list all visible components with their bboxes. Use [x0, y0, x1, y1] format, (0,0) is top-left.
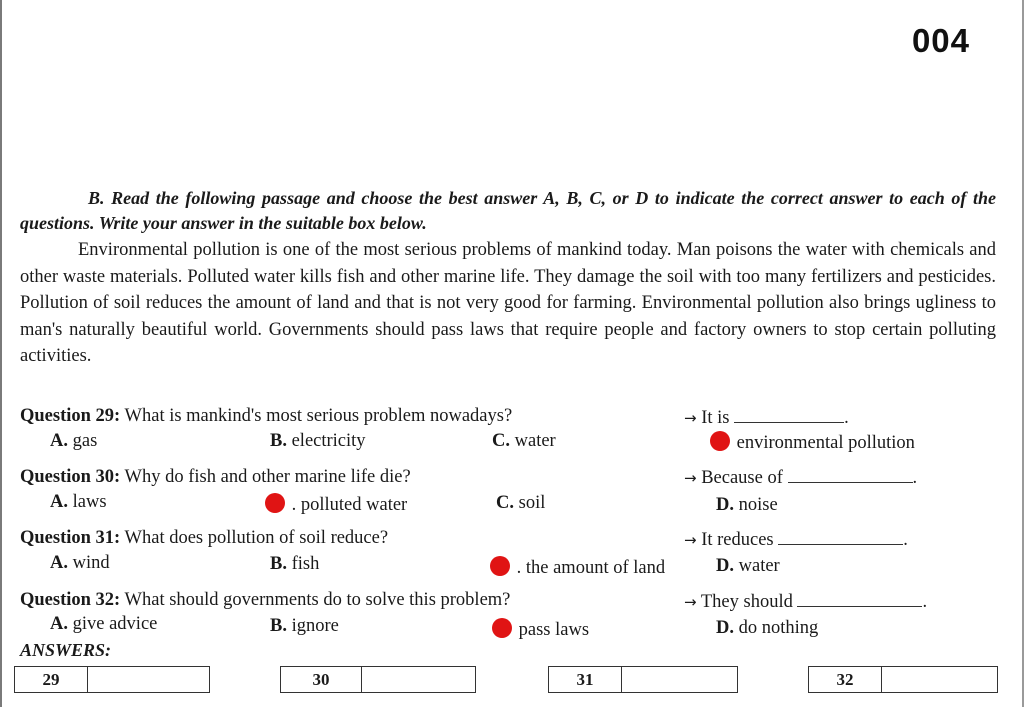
section-instructions: B. Read the following passage and choose the best answer A, B, C, or D to indicate the correct answer to each of the questions. Write your answer in the suitable box below. — [20, 188, 996, 233]
selected-marker-icon — [710, 431, 730, 451]
answer-box-29[interactable] — [14, 666, 210, 693]
answer-blank — [778, 543, 903, 545]
prompt-end: . — [922, 592, 928, 612]
answer-blank — [788, 481, 913, 483]
answer-box-32[interactable] — [808, 666, 998, 693]
answers-label: ANSWERS: — [20, 640, 112, 660]
prompt-end: . — [844, 408, 849, 428]
answer-box-31[interactable] — [548, 666, 738, 693]
arrow-icon: → — [684, 409, 697, 427]
question-32 — [20, 590, 510, 611]
reading-passage: Environmental pollution is one of the most serious problems of mankind today. Man poisons the water with chemicals and other waste materials. Polluted water kills fish and other marine life. They damage the soil with too many fertilizers and pesticides. Pollution of soil reduces the amount of land and that is not very good for farming. Environmental pollution also brings ugliness to man's naturally beautiful world. Governments should pass laws that require people and factory owners to stop certain polluting activities. — [20, 240, 996, 366]
answer-box-field[interactable] — [882, 667, 997, 692]
arrow-icon: → — [684, 593, 697, 611]
prompt-text: It is — [701, 408, 730, 428]
question-29 — [20, 406, 512, 427]
option-32-d[interactable]: D. do nothing — [716, 618, 819, 638]
option-32-b[interactable]: B. ignore — [270, 616, 339, 636]
arrow-icon: → — [684, 469, 697, 487]
question-31-prompt — [684, 530, 908, 551]
option-29-c[interactable]: C. water — [492, 431, 556, 451]
question-32-prompt — [684, 592, 927, 613]
answer-box-number: 29 — [15, 667, 88, 692]
prompt-text: They should — [700, 592, 793, 612]
option-29-b[interactable]: B. electricity — [270, 431, 366, 451]
option-30-d[interactable]: D. noise — [716, 495, 778, 515]
answer-box-number: 31 — [549, 667, 622, 692]
question-label: Question 29: — [20, 406, 121, 426]
arrow-icon: → — [684, 531, 697, 549]
option-31-c-selected[interactable]: . the amount of land — [490, 556, 665, 579]
answer-box-field[interactable] — [362, 667, 475, 692]
answer-box-30[interactable] — [280, 666, 476, 693]
question-30 — [20, 467, 411, 488]
option-31-d[interactable]: D. water — [716, 556, 780, 576]
question-29-prompt — [684, 408, 849, 429]
question-label: Question 30: — [20, 467, 121, 487]
answer-box-field[interactable] — [622, 667, 737, 692]
prompt-text: It reduces — [701, 530, 774, 550]
question-text: What is mankind's most serious problem nowadays? — [124, 406, 513, 426]
option-32-c-selected[interactable]: pass laws — [492, 618, 589, 641]
question-text: Why do fish and other marine life die? — [124, 467, 411, 487]
answer-box-field[interactable] — [88, 667, 209, 692]
option-30-c[interactable]: C. soil — [496, 493, 546, 513]
selected-marker-icon — [490, 556, 510, 576]
question-label: Question 32: — [20, 590, 121, 610]
answer-blank — [797, 605, 922, 607]
option-29-a[interactable]: A. gas — [50, 431, 98, 451]
question-text: What does pollution of soil reduce? — [124, 528, 389, 548]
question-30-prompt — [684, 468, 917, 489]
question-text: What should governments do to solve this problem? — [124, 590, 511, 610]
option-31-a[interactable]: A. wind — [50, 553, 110, 573]
question-label: Question 31: — [20, 528, 121, 548]
question-31 — [20, 528, 388, 549]
selected-marker-icon — [492, 618, 512, 638]
option-32-a[interactable]: A. give advice — [50, 614, 158, 634]
option-30-b-selected[interactable]: . polluted water — [265, 493, 407, 516]
option-31-b[interactable]: B. fish — [270, 554, 320, 574]
option-29-d-selected[interactable]: environmental pollution — [710, 431, 915, 454]
answer-blank — [734, 421, 844, 423]
answer-box-number: 30 — [281, 667, 362, 692]
answer-box-number: 32 — [809, 667, 882, 692]
option-30-a[interactable]: A. laws — [50, 492, 107, 512]
prompt-end: . — [912, 468, 918, 488]
prompt-text: Because of — [701, 468, 783, 488]
page-number: 004 — [911, 22, 970, 59]
prompt-end: . — [903, 530, 908, 550]
selected-marker-icon — [265, 493, 285, 513]
